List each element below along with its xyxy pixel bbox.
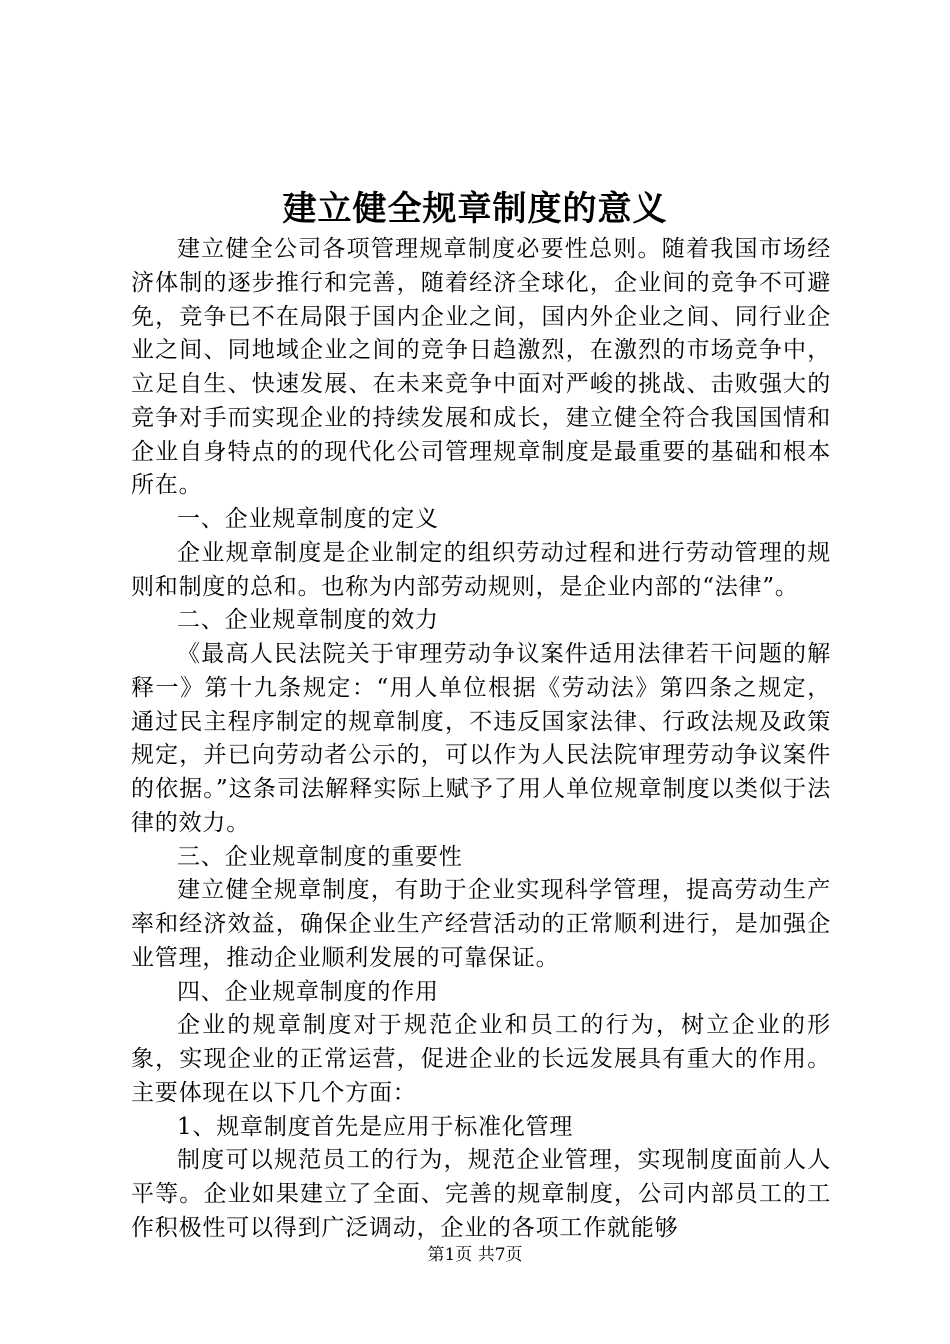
section-heading-function: 四、企业规章制度的作用: [177, 978, 439, 1005]
subsection-heading-standardization: 1、规章制度首先是应用于标准化管理: [177, 1113, 574, 1140]
section-heading-importance: 三、企业规章制度的重要性: [177, 843, 463, 870]
document-title: 建立健全规章制度的意义: [282, 189, 668, 229]
section-heading-definition: 一、企业规章制度的定义: [177, 506, 439, 532]
page-footer: 第1页 共7页: [427, 1245, 523, 1265]
paragraph-validity: 《最高人民法院关于审理劳动争议案件适用法律若干问题的解释一》第十九条规定：“用人单位根据《劳动法》第四条之规定，通过民主程序制定的规章制度，不违反国家法律、行政法规及政策规定，并已向劳动者公示的，可以作为人民法院审理劳动争议案件的依据。”这条司法解释实际上赋予了用人单位规章制度以类似于法律的效力。: [131, 641, 831, 836]
section-heading-validity: 二、企业规章制度的效力: [177, 607, 439, 634]
paragraph-importance: 建立健全规章制度，有助于企业实现科学管理，提高劳动生产率和经济效益，确保企业生产经营活动的正常顺利进行，是加强企业管理，推动企业顺利发展的可靠保证。: [131, 877, 831, 971]
paragraph-function: 企业的规章制度对于规范企业和员工的行为，树立企业的形象，实现企业的正常运营，促进企业的长远发展具有重大的作用。主要体现在以下几个方面：: [131, 1012, 831, 1106]
paragraph-definition: 企业规章制度是企业制定的组织劳动过程和进行劳动管理的规则和制度的总和。也称为内部劳动规则，是企业内部的“法律”。: [131, 539, 831, 600]
paragraph-intro: 建立健全公司各项管理规章制度必要性总则。随着我国市场经济体制的逐步推行和完善，随着经济全球化，企业间的竞争不可避免，竞争已不在局限于国内企业之间，国内外企业之间、同行业企业之间、同地域企业之间的竞争日趋激烈，在激烈的市场竞争中，立足自生、快速发展、在未来竞争中面对严峻的挑战、击败强大的竞争对手而实现企业的持续发展和成长，建立健全符合我国国情和企业自身特点的的现代化公司管理规章制度是最重要的基础和根本所在。: [131, 236, 831, 499]
document-body: [131, 233, 831, 1246]
paragraph-standardization: 制度可以规范员工的行为，规范企业管理，实现制度面前人人平等。企业如果建立了全面、完善的规章制度，公司内部员工的工作积极性可以得到广泛调动，企业的各项工作就能够: [131, 1147, 831, 1241]
